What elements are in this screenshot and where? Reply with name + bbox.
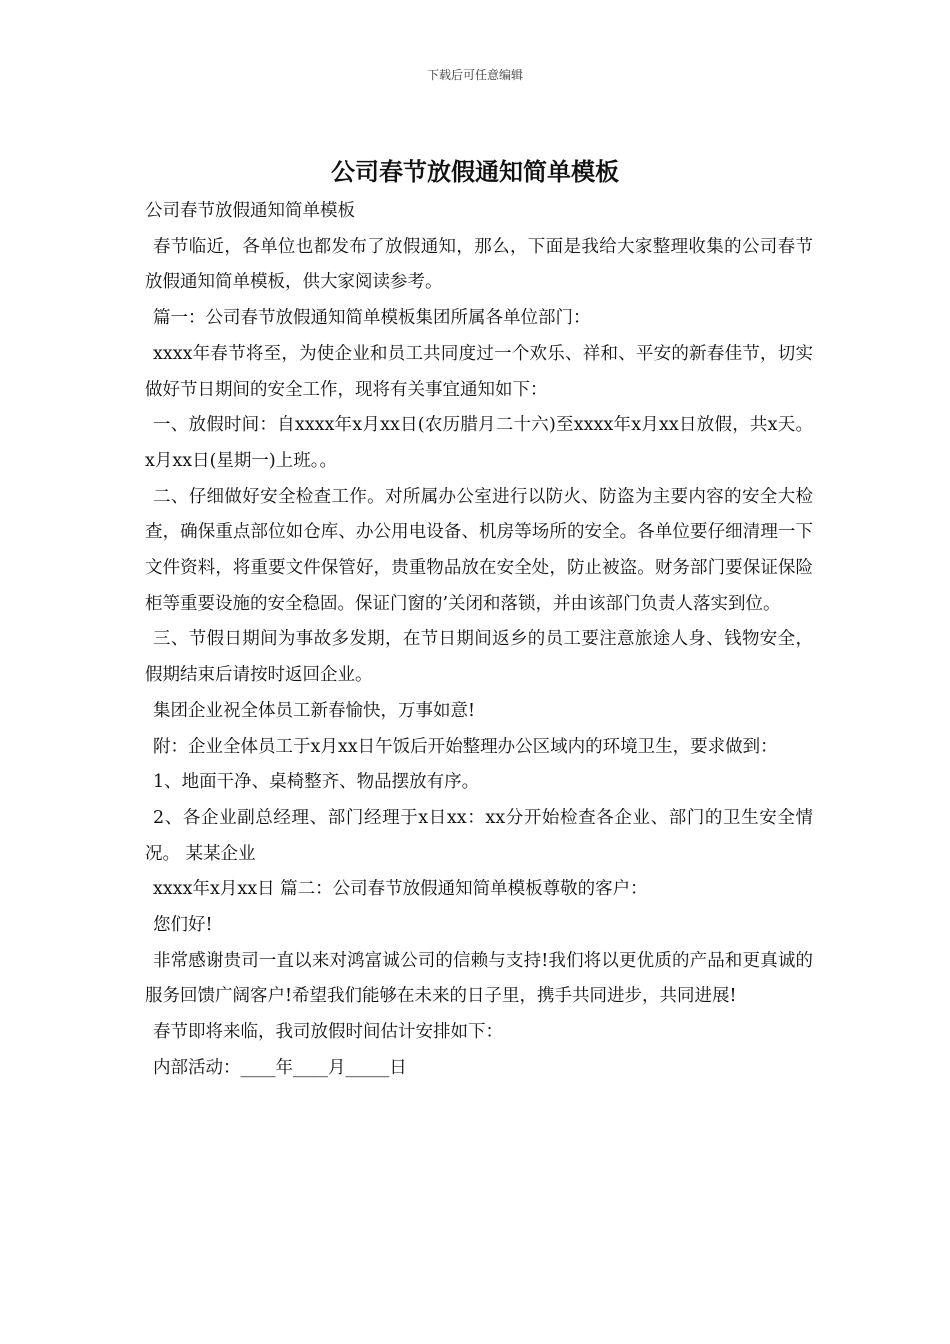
paragraph-part-one-opening: xxxx年春节将至，为使企业和员工共同度过一个欢乐、祥和、平安的新春佳节，切实做好节日期间的安全工作，现将有关事宜通知如下：: [145, 343, 813, 400]
paragraph-greeting: 集团企业祝全体员工新春愉快，万事如意!: [153, 700, 476, 721]
paragraph-appendix-item-one: 1、地面干净、桌椅整齐、物品摆放有序。: [153, 772, 480, 793]
document-body: [145, 194, 813, 1087]
paragraph-thanks: 非常感谢贵司一直以来对鸿富诚公司的信赖与支持!我们将以更优质的产品和更真诚的服务回馈广阔客户!希望我们能够在未来的日子里，携手共同进步，共同进展!: [145, 950, 813, 1007]
header-note: 下载后可任意编辑: [426, 68, 523, 82]
paragraph-intro: 春节临近，各单位也都发布了放假通知，那么，下面是我给大家整理收集的公司春节放假通知简单模板，供大家阅读参考。: [145, 236, 813, 293]
paragraph-internal-activity: 内部活动：____年____月_____日: [153, 1057, 407, 1078]
paragraph-salutation: 您们好!: [153, 915, 213, 936]
paragraph-appendix-item-two: 2、各企业副总经理、部门经理于x日xx：xx分开始检查各企业、部门的卫生安全情况。 某某企业: [145, 807, 813, 864]
paragraph-item-two: 二、仔细做好安全检查工作。对所属办公室进行以防火、防盗为主要内容的安全大检查，确保重点部位如仓库、办公用电设备、机房等场所的安全。各单位要仔细清理一下文件资料，将重要文件保管好，贵重物品放在安全处，防止被盗。财务部门要保证保险柜等重要设施的安全稳固。保证门窗的’关闭和落锁，并由该部门负责人落实到位。: [145, 486, 813, 614]
paragraph-subtitle: 公司春节放假通知简单模板: [145, 201, 355, 221]
paragraph-holiday-schedule: 春节即将来临，我司放假时间估计安排如下：: [153, 1022, 503, 1043]
paragraph-item-three: 三、节假日期间为事故多发期，在节日期间返乡的员工要注意旅途人身、钱物安全，假期结束后请按时返回企业。: [145, 629, 813, 686]
document-title: 公司春节放假通知简单模板: [331, 157, 619, 186]
paragraph-item-one: 一、放假时间：自xxxx年x月xx日(农历腊月二十六)至xxxx年x月xx日放假，共x天。x月xx日(星期一)上班。。: [145, 415, 813, 471]
paragraph-part-one-heading: 篇一：公司春节放假通知简单模板集团所属各单位部门：: [153, 308, 591, 329]
paragraph-appendix: 附：企业全体员工于x月xx日午饭后开始整理办公区域内的环境卫生，要求做到：: [153, 736, 778, 757]
paragraph-date-part-two: xxxx年x月xx日 篇二：公司春节放假通知简单模板尊敬的客户：: [153, 879, 648, 900]
